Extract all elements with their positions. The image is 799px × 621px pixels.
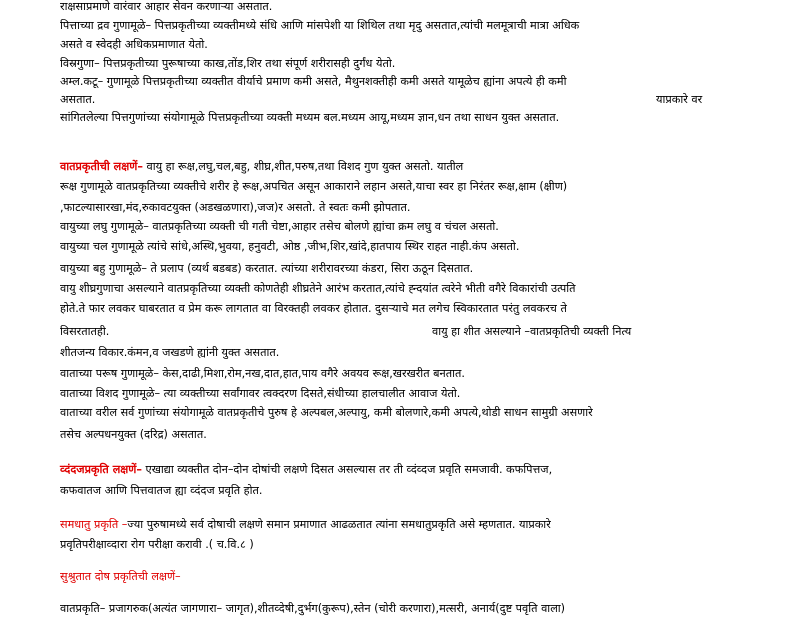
line-text: वायुच्या चल गुणामूळे त्यांचे सांधे,अस्थि,भुवया, हनुवटी, ओष्ठ ,जीभ,शिर,खांदे,हातपाय स्थिर राहत नाही.कंप असतो.	[60, 240, 520, 253]
line-text: वायु शीघ्रगुणाचा असल्याने वातप्रकृतिच्या व्यक्ती कोणतेही शीघ्रतेने आरंभ करतात,त्यांचे ह्न्दयांत त्वरेने भीती वगैरे विकारांची उत्पति	[60, 282, 576, 295]
text-line	[60, 220, 499, 234]
line-text: विस्रगुणा– पित्तप्रकृतीच्या पुरूषाच्या काख,तोंड,शिर तथा संपूर्ण शरीरासही दुर्गंध येतो.	[60, 57, 396, 70]
text-line	[60, 367, 465, 381]
text-line	[60, 602, 565, 616]
line-text: अम्ल.कटू– गुणामूळे पित्तप्रकृतीच्या व्यक्तीत वीर्याचे प्रमाण कमी असते, मैथुनशक्तीही कमी असते यामूळेच ह्यांना अपत्ये ही कमी	[60, 75, 567, 88]
line-text: वायुच्या बहु गुणामूळे– ते प्रलाप (व्यर्थ बडबड) करतात. त्यांच्या शरीरावरच्या कंडरा, सिरा ऊठून दिसतात.	[60, 262, 474, 275]
text-line	[60, 0, 272, 14]
text-line	[60, 262, 473, 276]
text-line	[60, 302, 567, 316]
line-text: विसरतातही.	[60, 325, 110, 338]
dvandva-heading-line	[60, 463, 552, 477]
line-text: वाताच्या वरील सर्व गुणांच्या संयोगामूळे वातप्रकृतीचे पुरुष हे अल्पबल,अल्पायु, कमी बोलणारे,कमी अपत्ये,थोडी साधन सामुग्री असणारे	[60, 406, 593, 419]
text-line	[60, 93, 760, 107]
section-heading-vata: वातप्रकृतीची लक्षणें–	[60, 160, 143, 173]
text-line	[60, 38, 208, 52]
line-text: प्रवृतिपरीक्षाव्दारा रोग परीक्षा करावी .( च.वि.८ )	[60, 538, 254, 551]
line-text: वाताच्या परूष गुणामूळे– केस,दाढी,मिशा,रोम,नख,दात,हात,पाय वगैरे अवयव रूक्ष,खरखरीत बनतात.	[60, 367, 465, 380]
text-line	[60, 111, 559, 125]
line-text: ज्या पुरुषामध्ये सर्व दोषाची लक्षणे समान प्रमाणात आढळतात त्यांना समधातुप्रकृति असे म्हणतात. याप्रकारे	[127, 518, 551, 531]
line-text: तसेच अल्पधनयुक्त (दरिद्र) असतात.	[60, 428, 207, 441]
section-heading-dvandva: व्दंदजप्रकृति लक्षणें–	[60, 463, 142, 476]
text-line	[60, 325, 760, 339]
line-text: सांगितलेल्या पित्तगुणांच्या संयोगामूळे पित्तप्रकृतीच्या व्यक्ती मध्यम बल.मध्यम आयू,मध्यम ज्ञान,धन तथा साधन युक्त असतात.	[60, 111, 560, 124]
text-line	[60, 387, 460, 401]
text-line	[60, 75, 566, 89]
section-heading-sushruta: सुश्रुतात दोष प्रकृतिची लक्षणें–	[60, 570, 181, 583]
text-line	[60, 57, 395, 71]
line-text: पित्ताच्या द्रव गुणामूळे– पित्तप्रकृतीच्या व्यक्तीमध्ये संधि आणि मांसपेशी या शिथिल तथा मृदु असतात,त्यांची मलमूत्राची मात्रा अधिक	[60, 19, 580, 32]
text-line	[60, 484, 262, 498]
text-line	[60, 240, 519, 254]
line-text: वातप्रकृति– प्रजागरुक(अत्यंत जागणारा– जागृत),शीतव्देषी,दुर्भग(कुरूप),स्तेन (चोरी करणारा),मत्सरी, अनार्य(दुष्ट पवृति वाला)	[60, 602, 566, 615]
line-text: असते व स्वेदही अधिकप्रमाणात येतो.	[60, 38, 208, 51]
text-line	[60, 19, 579, 33]
line-text-right: वायु हा शीत असल्याने –वातप्रकृतिची व्यक्ती नित्य	[432, 325, 632, 338]
sushruta-heading-line	[60, 570, 181, 584]
line-text: कफवातज आणि पित्तवातज ह्या व्दंदज प्रवृति होत.	[60, 484, 263, 497]
line-text: वायु हा रूक्ष,लघु,चल,बहु, शीघ्र,शीत,परुष,तथा विशद गुण युक्त असतो. यातील	[142, 160, 464, 173]
text-line	[60, 282, 575, 296]
line-text: एखाद्या व्यक्तीत दोन–दोन दोषांची लक्षणे दिसत असल्यास तर ती व्दंव्दज प्रवृति समजावी. कफपित्तज,	[141, 463, 553, 476]
line-text: राक्षसाप्रमाणे वारंवार आहार सेवन करणाऱ्या असतात.	[60, 0, 273, 13]
line-text: वायुच्या लघु गुणामूळे– वातप्रकृतिच्या व्यक्ती ची गती चेष्टा,आहार तसेच बोलणे ह्यांचा क्रम लघु व चंचल असतो.	[60, 220, 499, 233]
text-line	[60, 346, 279, 360]
line-text: शीतजन्य विकार.कंमन,व जखडणे ह्यांनी युक्त असतात.	[60, 346, 280, 359]
line-text: असतात.	[60, 93, 96, 106]
samadhatu-heading-line	[60, 518, 551, 532]
line-text: ,फाटल्यासारखा,मंद,रुकावटयुक्त (अडखळणारा),जज)र असतो. ते स्वतः कमी झोपतात.	[60, 201, 411, 214]
text-line	[60, 201, 410, 215]
line-text: वाताच्या विशद गुणामूळे– त्या व्यक्तीच्या सर्वांगावर त्वक्दरण दिसते,संधीच्या हालचालीत आवाज येतो.	[60, 387, 461, 400]
text-line	[60, 538, 254, 552]
line-text: रूक्ष गुणामूळे वातप्रकृतिच्या व्यक्तीचे शरीर हे रूक्ष,अपचित असून आकाराने लहान असते,याचा स्वर हा निरंतर रूक्ष,क्षाम (क्षीण)	[60, 180, 568, 193]
text-line	[60, 406, 593, 420]
text-line	[60, 428, 207, 442]
section-heading-samadhatu: समधातु प्रकृति –	[60, 518, 128, 531]
line-text: होते.ते फार लवकर घाबरतात व प्रेम करू लागतात वा विरक्तही लवकर होतात. दुसऱ्याचे मत लगेच स्विकारतात परंतु लवकरच ते	[60, 302, 567, 315]
line-text-right: याप्रकारे वर	[656, 93, 703, 106]
vata-heading-line	[60, 160, 463, 174]
text-line	[60, 180, 567, 194]
